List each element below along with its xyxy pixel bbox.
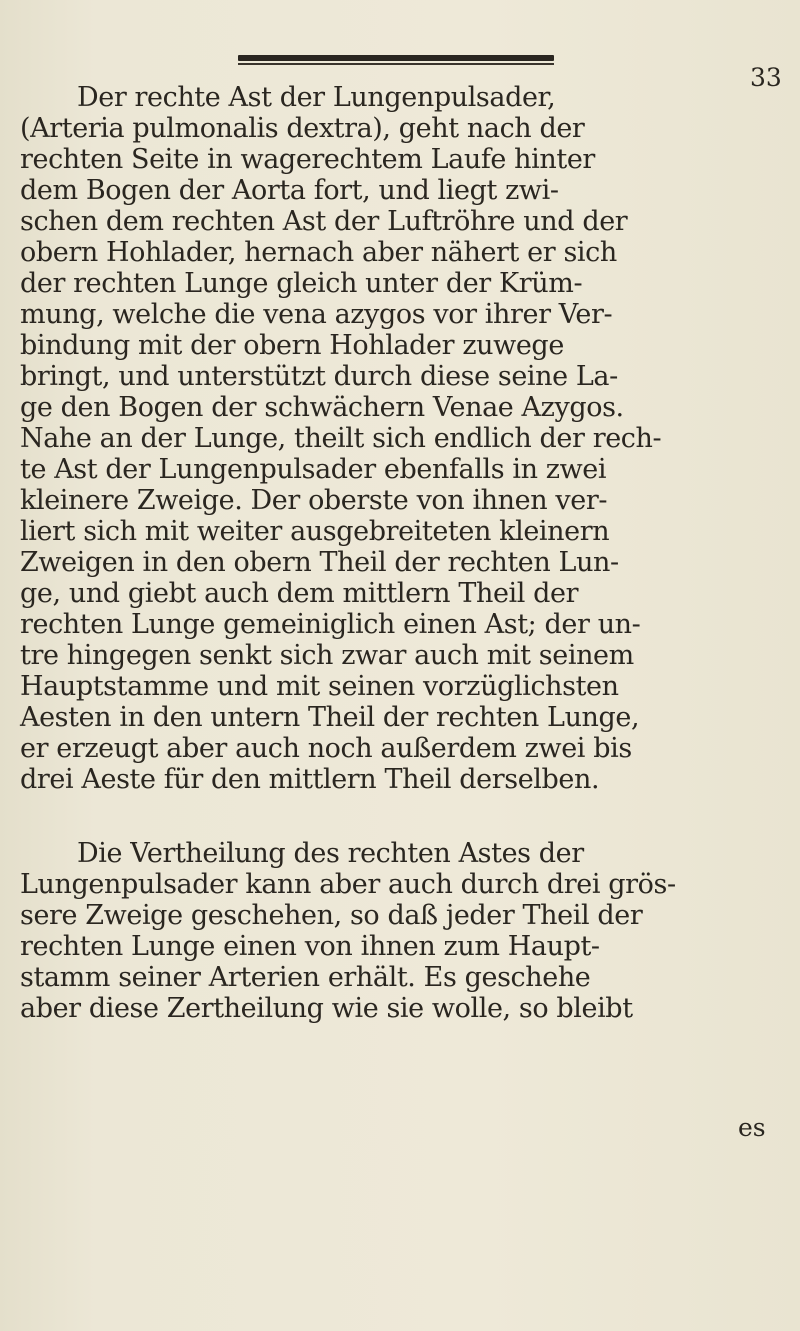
body-text <box>20 82 800 1024</box>
text-line: Nahe an der Lunge, theilt sich endlich der rech- <box>20 423 662 454</box>
text-line: ge den Bogen der schwächern Venae Azygos. <box>20 392 624 423</box>
text-line: Lungenpulsader kann aber auch durch drei grös- <box>20 869 676 900</box>
text-line: te Ast der Lungenpulsader ebenfalls in zwei <box>20 454 607 485</box>
text-line: Aesten in den untern Theil der rechten Lunge, <box>20 702 640 733</box>
page-number: 33 <box>750 63 782 92</box>
text-line: Zweigen in den obern Theil der rechten Lun- <box>20 547 619 578</box>
text-line: sere Zweige geschehen, so daß jeder Theil der <box>20 900 643 931</box>
text-line: schen dem rechten Ast der Luftröhre und der <box>20 206 628 237</box>
text-line: er erzeugt aber auch noch außerdem zwei bis <box>20 733 632 764</box>
text-line: liert sich mit weiter ausgebreiteten kleinern <box>20 516 610 547</box>
text-line: kleinere Zweige. Der oberste von ihnen ver- <box>20 485 608 516</box>
text-line: Hauptstamme und mit seinen vorzüglichsten <box>20 671 619 702</box>
paragraph-gap <box>20 795 800 838</box>
text-line: der rechten Lunge gleich unter der Krüm- <box>20 268 583 299</box>
header-rule <box>238 55 554 61</box>
catchword: es <box>738 1113 766 1142</box>
text-line: rechten Seite in wagerechtem Laufe hinter <box>20 144 595 175</box>
text-line: mung, welche die vena azygos vor ihrer Ver- <box>20 299 613 330</box>
text-line: drei Aeste für den mittlern Theil derselben. <box>20 764 600 795</box>
text-line: Der rechte Ast der Lungenpulsader, <box>77 82 556 113</box>
text-line: bindung mit der obern Hohlader zuwege <box>20 330 564 361</box>
text-line: tre hingegen senkt sich zwar auch mit seinem <box>20 640 634 671</box>
text-line: (Arteria pulmonalis dextra), geht nach der <box>20 113 585 144</box>
text-line: stamm seiner Arterien erhält. Es geschehe <box>20 962 591 993</box>
text-line: aber diese Zertheilung wie sie wolle, so bleibt <box>20 993 633 1024</box>
text-line: bringt, und unterstützt durch diese seine La- <box>20 361 618 392</box>
text-line: obern Hohlader, hernach aber nähert er sich <box>20 237 617 268</box>
text-line: rechten Lunge einen von ihnen zum Haupt- <box>20 931 600 962</box>
text-line: rechten Lunge gemeiniglich einen Ast; der un- <box>20 609 641 640</box>
text-line: dem Bogen der Aorta fort, und liegt zwi- <box>20 175 559 206</box>
text-line: Die Vertheilung des rechten Astes der <box>77 838 584 869</box>
text-line: ge, und giebt auch dem mittlern Theil der <box>20 578 579 609</box>
